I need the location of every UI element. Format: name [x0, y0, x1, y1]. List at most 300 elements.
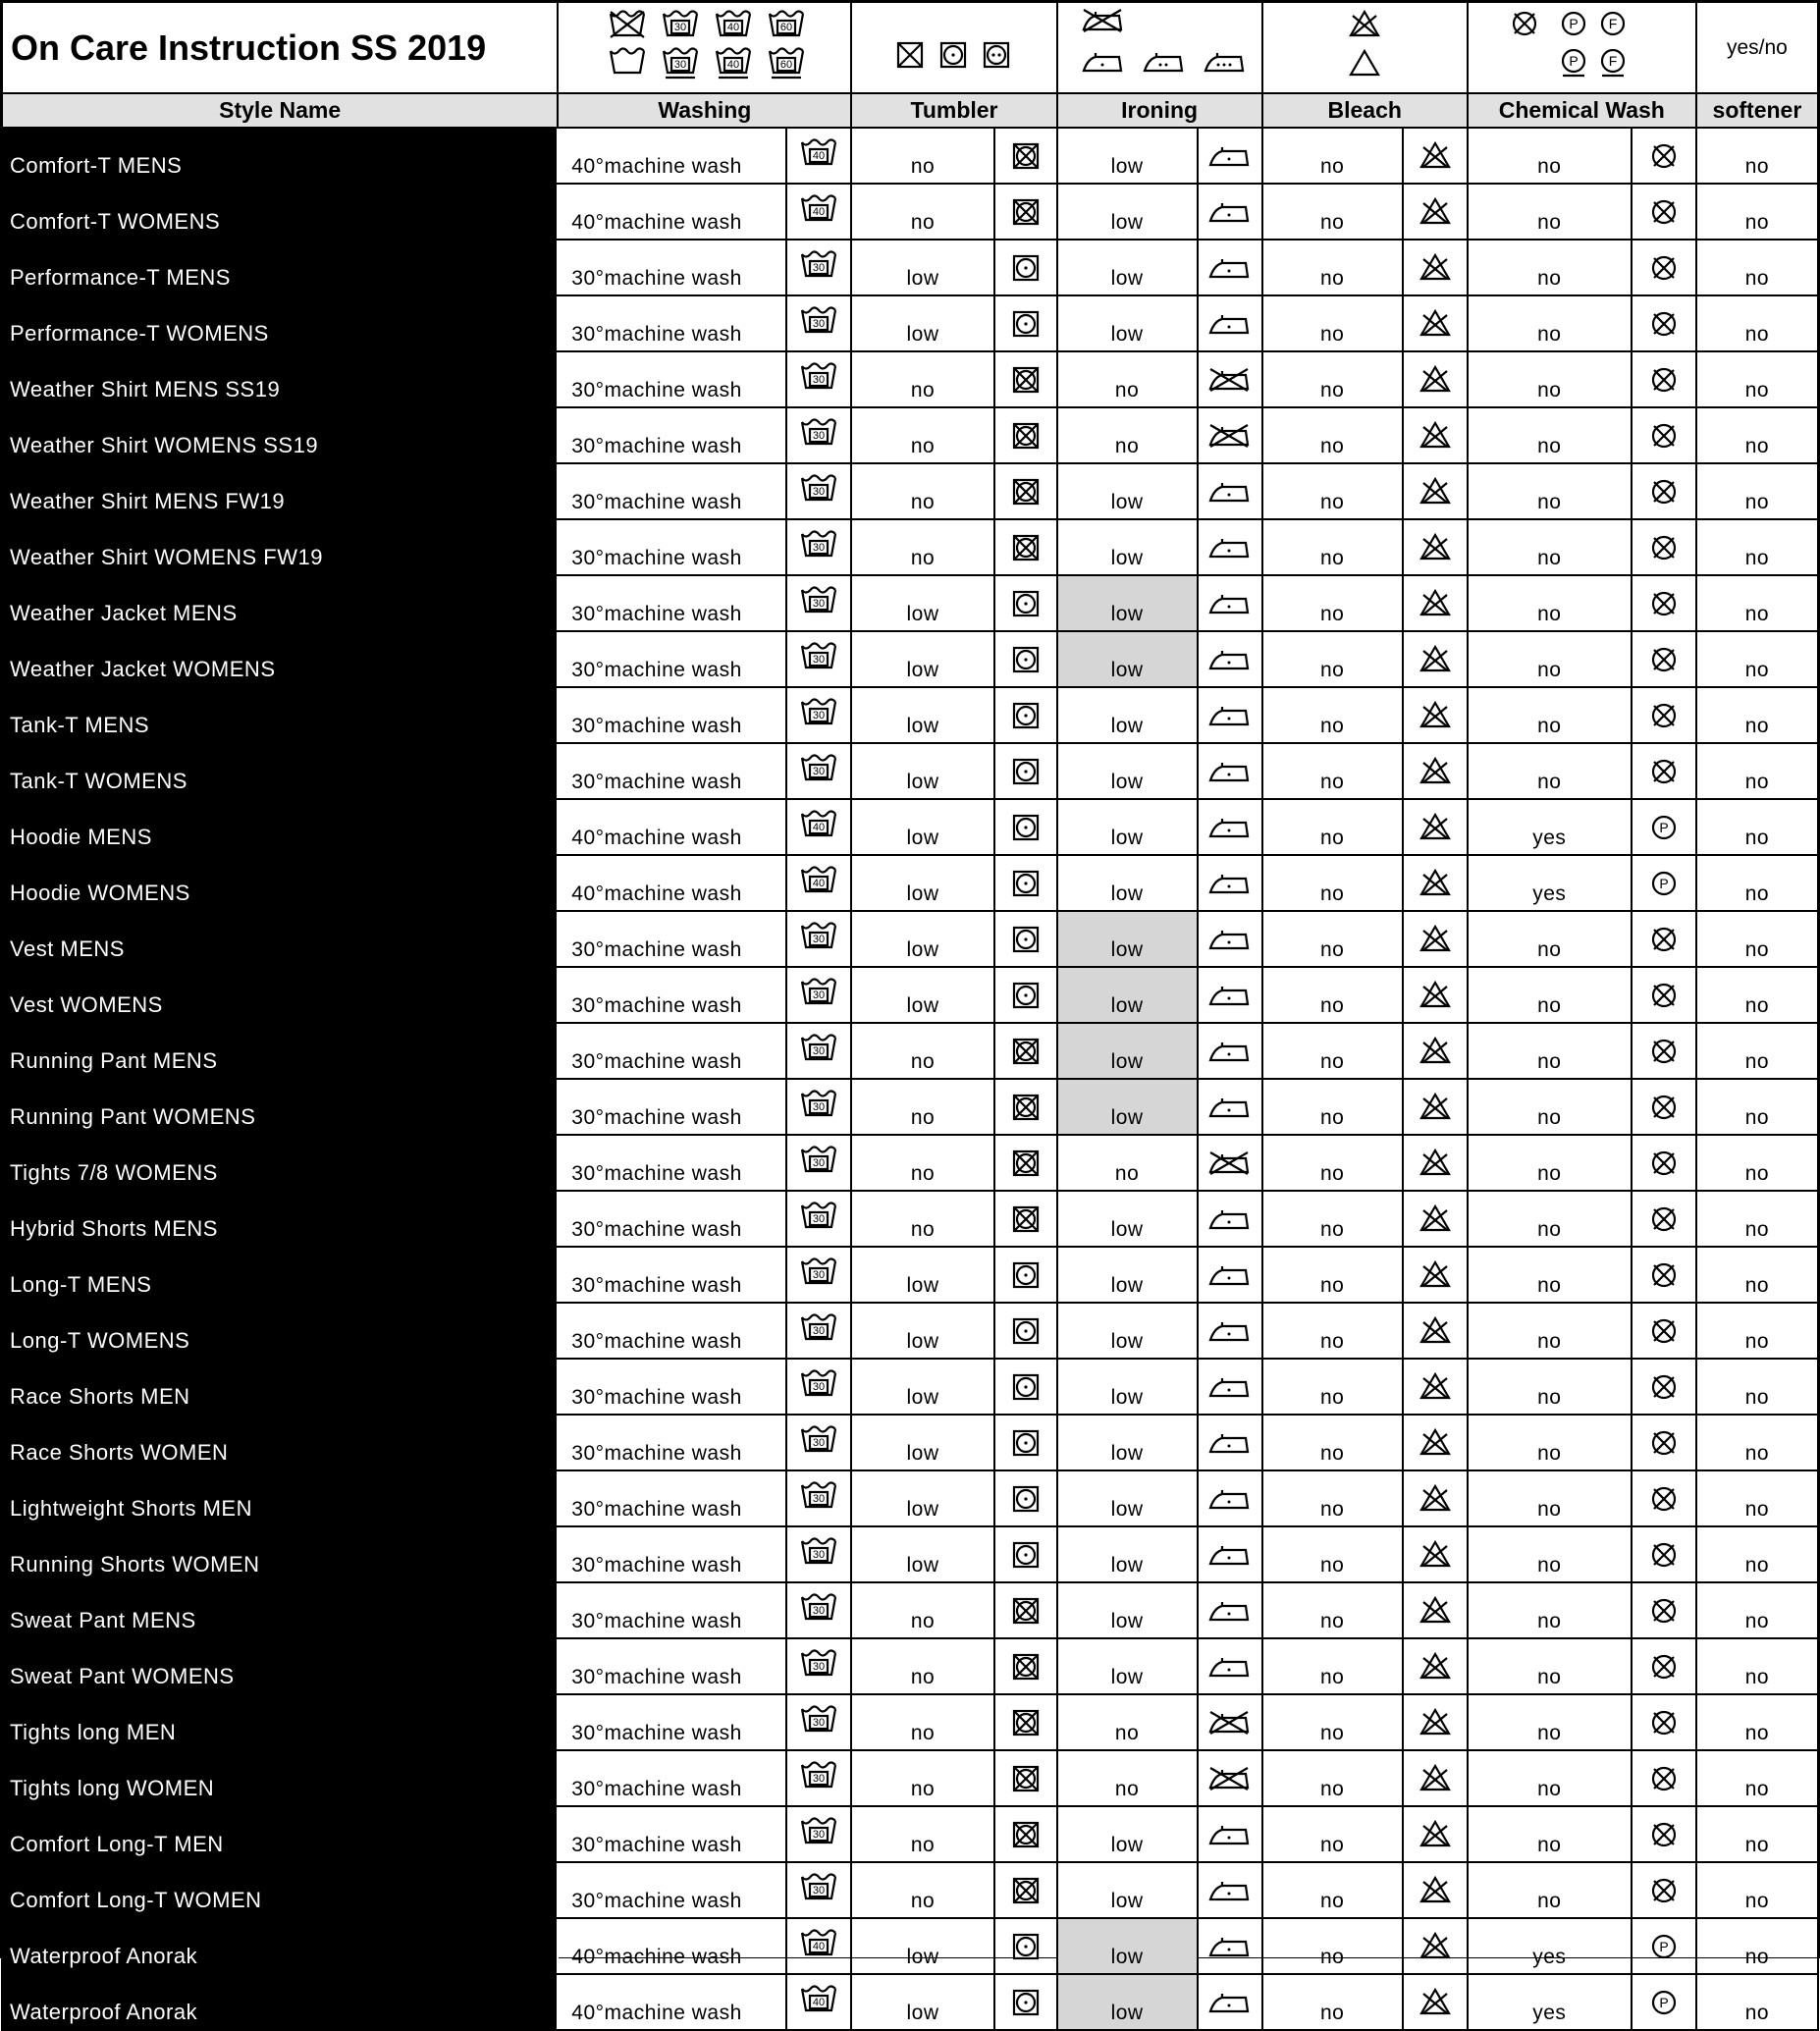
washing-legend-icons: [597, 6, 813, 84]
tumbler-cell: low: [851, 967, 993, 1023]
wash-icon: [786, 128, 851, 184]
tumble-low-icon: [994, 799, 1057, 855]
svg-text:P: P: [1659, 1938, 1669, 1954]
do-not-bleach-icon: [1403, 1135, 1468, 1191]
tumble-low-icon: [994, 1974, 1057, 2030]
chemical-wash-cell: yes: [1468, 1918, 1632, 1974]
dryclean-p-icon: [1632, 1974, 1696, 2030]
table-row: [2, 1303, 1818, 1359]
ironing-cell: low: [1057, 575, 1198, 631]
table-row: [2, 967, 1818, 1023]
do-not-iron-icon: [1205, 419, 1255, 453]
col-washing: Washing: [558, 93, 851, 128]
wash-icon: [786, 1135, 851, 1191]
bleach-cell: no: [1262, 967, 1403, 1023]
style-name-cell: Hoodie WOMENS: [2, 855, 558, 911]
svg-text:30: 30: [813, 1324, 826, 1337]
table-row: [2, 128, 1818, 184]
tumble-low-icon: [994, 967, 1057, 1023]
table-row: [2, 687, 1818, 743]
wash-icon: [797, 752, 840, 791]
softener-cell: no: [1696, 1303, 1818, 1359]
do-not-tumble-icon: [994, 1079, 1057, 1135]
wash-icon: [797, 1367, 840, 1407]
do-not-tumble-icon: [1008, 138, 1044, 174]
do-not-dryclean-icon: [1632, 407, 1696, 463]
style-name-cell: Comfort-T MENS: [2, 128, 558, 184]
wash-icon: [797, 192, 840, 232]
do-not-tumble-icon: [1008, 194, 1044, 230]
do-not-dryclean-icon: [1646, 1313, 1682, 1349]
svg-text:P: P: [1569, 53, 1579, 69]
table-row: [2, 240, 1818, 295]
softener-cell: no: [1696, 1470, 1818, 1526]
do-not-tumble-icon: [1008, 1873, 1044, 1908]
do-not-tumble-icon: [1008, 530, 1044, 565]
do-not-tumble-icon: [994, 1582, 1057, 1638]
svg-text:P: P: [1659, 819, 1669, 835]
wash-icon: [797, 1815, 840, 1854]
tumble-low-icon: [1008, 1929, 1044, 1964]
svg-text:30: 30: [673, 59, 686, 71]
do-not-dryclean-icon: [1646, 754, 1682, 789]
chemical-wash-cell: no: [1468, 128, 1632, 184]
svg-text:30: 30: [813, 1716, 826, 1729]
table-row: [2, 295, 1818, 351]
tumble-low-icon: [994, 1415, 1057, 1470]
ironing-cell: low: [1057, 1806, 1198, 1862]
iron-low-icon: [1205, 1314, 1255, 1348]
style-name-cell: Hybrid Shorts MENS: [2, 1191, 558, 1247]
iron-low-icon: [1198, 799, 1262, 855]
tumbler-cell: low: [851, 1415, 993, 1470]
iron-low-icon: [1198, 911, 1262, 967]
iron-low-icon: [1198, 1470, 1262, 1526]
wash-icon: [786, 1303, 851, 1359]
do-not-dryclean-icon: [1646, 698, 1682, 733]
chemical-wash-cell: no: [1468, 240, 1632, 295]
washing-legend: [558, 2, 851, 93]
washing-cell: 30°machine wash: [558, 1023, 786, 1079]
ironing-cell: low: [1057, 1415, 1198, 1470]
iron-low-icon: [1198, 1247, 1262, 1303]
style-name-cell: Comfort-T WOMENS: [2, 184, 558, 240]
do-not-bleach-icon: [1403, 351, 1468, 407]
do-not-dryclean-icon: [1646, 1761, 1682, 1796]
table-row: [2, 1974, 1818, 2030]
style-name-cell: Long-T WOMENS: [2, 1303, 558, 1359]
do-not-bleach-icon: [1416, 1313, 1455, 1349]
softener-cell: no: [1696, 911, 1818, 967]
do-not-bleach-icon: [1416, 1202, 1455, 1237]
bleach-legend-icons: [1335, 6, 1394, 84]
washing-cell: 30°machine wash: [558, 1135, 786, 1191]
tumbler-cell: no: [851, 1694, 993, 1750]
iron-low-icon: [1205, 1258, 1255, 1292]
wash-icon: [786, 631, 851, 687]
iron-low-icon: [1198, 855, 1262, 911]
ironing-cell: low: [1057, 1862, 1198, 1918]
table-row: [2, 1918, 1818, 1974]
dryclean-p-icon: [1632, 799, 1696, 855]
wash-icon: [786, 295, 851, 351]
do-not-tumble-icon: [1008, 1146, 1044, 1181]
do-not-bleach-icon: [1403, 911, 1468, 967]
col-chemical-wash: Chemical Wash: [1468, 93, 1696, 128]
washing-cell: 30°machine wash: [558, 1694, 786, 1750]
ironing-cell: low: [1057, 184, 1198, 240]
do-not-bleach-icon: [1416, 1090, 1455, 1125]
wash-icon: [797, 1479, 840, 1519]
tumble-low-icon: [994, 1918, 1057, 1974]
do-not-dryclean-icon: [1632, 1470, 1696, 1526]
washing-cell: 40°machine wash: [558, 128, 786, 184]
style-name-cell: Waterproof Anorak: [2, 1974, 558, 2030]
iron-low-icon: [1205, 755, 1255, 788]
table-row: [2, 1359, 1818, 1415]
do-not-dryclean-icon: [1632, 1526, 1696, 1582]
do-not-tumble-icon: [994, 1806, 1057, 1862]
tumble-low-icon: [1008, 1313, 1044, 1349]
ironing-cell: low: [1057, 1974, 1198, 2030]
wash-icon: [797, 1983, 840, 2022]
wash-icon: [786, 519, 851, 575]
tumble-low-icon: [1008, 1369, 1044, 1405]
ironing-cell: low: [1057, 463, 1198, 519]
bleach-cell: no: [1262, 1694, 1403, 1750]
do-not-dryclean-icon: [1632, 1191, 1696, 1247]
do-not-bleach-icon: [1416, 1257, 1455, 1293]
chemical-wash-cell: no: [1468, 184, 1632, 240]
do-not-bleach-icon: [1403, 967, 1468, 1023]
softener-cell: no: [1696, 519, 1818, 575]
tumbler-cell: no: [851, 1191, 993, 1247]
table-row: [2, 1638, 1818, 1694]
washing-cell: 30°machine wash: [558, 295, 786, 351]
iron-low-icon: [1198, 128, 1262, 184]
softener-cell: no: [1696, 1750, 1818, 1806]
do-not-bleach-icon: [1416, 1649, 1455, 1684]
svg-text:30: 30: [813, 1548, 826, 1561]
wash-icon: [786, 1415, 851, 1470]
wash-icon: [797, 136, 840, 176]
tumbler-cell: low: [851, 799, 993, 855]
wash-icon: [797, 1311, 840, 1351]
iron-low-icon: [1198, 1638, 1262, 1694]
svg-text:30: 30: [813, 933, 826, 945]
chemical-wash-cell: no: [1468, 519, 1632, 575]
do-not-bleach-icon: [1416, 1985, 1455, 2020]
ironing-cell: low: [1057, 1918, 1198, 1974]
wash-icon: [797, 416, 840, 455]
ironing-cell: low: [1057, 128, 1198, 184]
svg-text:30: 30: [813, 1772, 826, 1785]
bleach-cell: no: [1262, 463, 1403, 519]
ironing-cell: no: [1057, 1694, 1198, 1750]
washing-cell: 30°machine wash: [558, 631, 786, 687]
do-not-bleach-icon: [1416, 754, 1455, 789]
do-not-dryclean-icon: [1632, 463, 1696, 519]
bleach-cell: no: [1262, 743, 1403, 799]
iron-low-icon: [1198, 184, 1262, 240]
iron-low-icon: [1205, 1650, 1255, 1684]
iron-low-icon: [1205, 475, 1255, 508]
wash-icon: [786, 1862, 851, 1918]
chemical-wash-cell: no: [1468, 407, 1632, 463]
washing-cell: 30°machine wash: [558, 575, 786, 631]
do-not-dryclean-icon: [1646, 1425, 1682, 1461]
chemical-wash-cell: no: [1468, 1303, 1632, 1359]
washing-cell: 30°machine wash: [558, 1862, 786, 1918]
iron-low-icon: [1198, 967, 1262, 1023]
bleach-cell: no: [1262, 855, 1403, 911]
do-not-bleach-icon: [1416, 250, 1455, 286]
do-not-bleach-icon: [1403, 128, 1468, 184]
wash-icon: [786, 351, 851, 407]
washing-cell: 30°machine wash: [558, 1750, 786, 1806]
style-name-cell: Weather Jacket MENS: [2, 575, 558, 631]
table-row: [2, 575, 1818, 631]
style-name-cell: Tights long MEN: [2, 1694, 558, 1750]
tumbler-cell: no: [851, 1079, 993, 1135]
table-row: [2, 1806, 1818, 1862]
tumbler-cell: low: [851, 1303, 993, 1359]
do-not-bleach-icon: [1416, 866, 1455, 901]
chemical-wash-cell: no: [1468, 1023, 1632, 1079]
chemical-wash-cell: no: [1468, 575, 1632, 631]
ironing-cell: low: [1057, 743, 1198, 799]
chemical-legend-icons: [1503, 6, 1660, 84]
svg-text:30: 30: [813, 541, 826, 554]
do-not-bleach-icon: [1416, 1425, 1455, 1461]
table-row: [2, 855, 1818, 911]
chemical-wash-cell: no: [1468, 1750, 1632, 1806]
chemical-wash-cell: yes: [1468, 1974, 1632, 2030]
bleach-cell: no: [1262, 799, 1403, 855]
do-not-bleach-icon: [1403, 1638, 1468, 1694]
wash-icon: [797, 1759, 840, 1798]
bleach-cell: no: [1262, 519, 1403, 575]
tumble-low-icon: [994, 687, 1057, 743]
tumble-low-icon: [1008, 250, 1044, 286]
table-row: [2, 1750, 1818, 1806]
bleach-cell: no: [1262, 1023, 1403, 1079]
softener-cell: no: [1696, 1694, 1818, 1750]
col-tumbler: Tumbler: [851, 93, 1056, 128]
tumbler-cell: low: [851, 295, 993, 351]
iron-low-icon: [1198, 1415, 1262, 1470]
washing-cell: 30°machine wash: [558, 351, 786, 407]
col-bleach: Bleach: [1262, 93, 1468, 128]
iron-low-icon: [1205, 1426, 1255, 1460]
dryclean-p-icon: [1632, 1918, 1696, 1974]
tumble-low-icon: [1008, 1537, 1044, 1573]
wash-icon: [786, 743, 851, 799]
iron-low-icon: [1205, 1091, 1255, 1124]
iron-low-icon: [1205, 1930, 1255, 1963]
bleach-cell: no: [1262, 407, 1403, 463]
bleach-cell: no: [1262, 1918, 1403, 1974]
wash-icon: [786, 1694, 851, 1750]
do-not-dryclean-icon: [1632, 1806, 1696, 1862]
iron-low-icon: [1205, 307, 1255, 341]
do-not-bleach-icon: [1416, 586, 1455, 621]
do-not-dryclean-icon: [1646, 1202, 1682, 1237]
do-not-tumble-icon: [1008, 1593, 1044, 1629]
do-not-tumble-icon: [994, 1638, 1057, 1694]
do-not-dryclean-icon: [1632, 1694, 1696, 1750]
tumbler-cell: no: [851, 407, 993, 463]
do-not-bleach-icon: [1416, 1761, 1455, 1796]
do-not-dryclean-icon: [1646, 1537, 1682, 1573]
iron-low-icon: [1198, 1023, 1262, 1079]
washing-cell: 30°machine wash: [558, 1303, 786, 1359]
style-name-cell: Tank-T MENS: [2, 687, 558, 743]
wash-icon: [797, 1703, 840, 1742]
do-not-bleach-icon: [1403, 743, 1468, 799]
chemical-wash-cell: no: [1468, 1694, 1632, 1750]
wash-icon: [797, 976, 840, 1015]
svg-text:30: 30: [813, 485, 826, 498]
dryclean-p-icon: [1646, 866, 1682, 901]
washing-cell: 30°machine wash: [558, 1191, 786, 1247]
svg-text:30: 30: [813, 1884, 826, 1897]
do-not-tumble-icon: [994, 184, 1057, 240]
table-row: [2, 463, 1818, 519]
wash-icon: [786, 1470, 851, 1526]
dryclean-p-icon: [1632, 855, 1696, 911]
iron-low-icon: [1198, 687, 1262, 743]
chemical-wash-cell: no: [1468, 1247, 1632, 1303]
bleach-cell: no: [1262, 1303, 1403, 1359]
svg-text:30: 30: [813, 1156, 826, 1169]
wash-icon: [797, 1927, 840, 1966]
iron-low-icon: [1205, 979, 1255, 1012]
do-not-dryclean-icon: [1646, 978, 1682, 1013]
svg-text:30: 30: [813, 1436, 826, 1449]
tumbler-cell: no: [851, 463, 993, 519]
do-not-tumble-icon: [1008, 1202, 1044, 1237]
iron-low-icon: [1205, 1986, 1255, 2019]
chemical-legend: [1468, 2, 1696, 93]
svg-text:30: 30: [813, 1212, 826, 1225]
do-not-dryclean-icon: [1632, 1247, 1696, 1303]
bleach-cell: no: [1262, 911, 1403, 967]
do-not-bleach-icon: [1416, 698, 1455, 733]
svg-text:F: F: [1609, 53, 1618, 69]
do-not-dryclean-icon: [1646, 530, 1682, 565]
do-not-bleach-icon: [1403, 855, 1468, 911]
chemical-wash-cell: no: [1468, 1191, 1632, 1247]
table-row: [2, 1135, 1818, 1191]
wash-icon: [797, 1591, 840, 1630]
tumbler-cell: no: [851, 1750, 993, 1806]
do-not-dryclean-icon: [1632, 295, 1696, 351]
tumbler-cell: low: [851, 240, 993, 295]
wash-icon: [797, 1423, 840, 1463]
wash-icon: [786, 184, 851, 240]
tumble-low-icon: [1008, 754, 1044, 789]
tumble-low-icon: [994, 1526, 1057, 1582]
do-not-dryclean-icon: [1646, 306, 1682, 342]
iron-low-icon: [1205, 251, 1255, 285]
tumbler-cell: low: [851, 1247, 993, 1303]
do-not-bleach-icon: [1416, 922, 1455, 957]
svg-text:30: 30: [813, 1660, 826, 1673]
table-row: [2, 351, 1818, 407]
style-name-cell: Hoodie MENS: [2, 799, 558, 855]
wash-icon: [797, 1256, 840, 1295]
do-not-tumble-icon: [994, 1750, 1057, 1806]
do-not-bleach-icon: [1403, 1303, 1468, 1359]
bleach-cell: no: [1262, 128, 1403, 184]
do-not-bleach-icon: [1403, 184, 1468, 240]
do-not-dryclean-icon: [1632, 128, 1696, 184]
iron-low-icon: [1205, 1035, 1255, 1068]
washing-cell: 30°machine wash: [558, 1079, 786, 1135]
do-not-iron-icon: [1198, 407, 1262, 463]
tumbler-cell: low: [851, 631, 993, 687]
do-not-bleach-icon: [1416, 1817, 1455, 1852]
style-name-cell: Vest WOMENS: [2, 967, 558, 1023]
style-name-cell: Running Pant MENS: [2, 1023, 558, 1079]
svg-text:30: 30: [813, 653, 826, 666]
softener-cell: no: [1696, 855, 1818, 911]
softener-cell: no: [1696, 1806, 1818, 1862]
washing-cell: 30°machine wash: [558, 1247, 786, 1303]
do-not-bleach-icon: [1403, 631, 1468, 687]
wash-icon: [786, 463, 851, 519]
svg-text:40: 40: [726, 59, 739, 71]
do-not-dryclean-icon: [1632, 1415, 1696, 1470]
iron-low-icon: [1205, 867, 1255, 900]
table-row: [2, 743, 1818, 799]
svg-text:30: 30: [813, 261, 826, 274]
do-not-dryclean-icon: [1632, 519, 1696, 575]
do-not-iron-icon: [1198, 1750, 1262, 1806]
washing-cell: 40°machine wash: [558, 799, 786, 855]
do-not-bleach-icon: [1416, 194, 1455, 230]
tumbler-cell: low: [851, 855, 993, 911]
style-name-cell: Weather Shirt MENS SS19: [2, 351, 558, 407]
do-not-bleach-icon: [1403, 295, 1468, 351]
svg-text:30: 30: [813, 1100, 826, 1113]
tumble-low-icon: [1008, 1985, 1044, 2020]
tumbler-cell: low: [851, 1359, 993, 1415]
page-title: On Care Instruction SS 2019: [2, 2, 558, 93]
col-softener: softener: [1696, 93, 1818, 128]
do-not-dryclean-icon: [1646, 362, 1682, 398]
ironing-cell: low: [1057, 1359, 1198, 1415]
washing-cell: 30°machine wash: [558, 1359, 786, 1415]
bleach-cell: no: [1262, 1079, 1403, 1135]
do-not-iron-icon: [1198, 351, 1262, 407]
iron-low-icon: [1198, 1359, 1262, 1415]
tumbler-cell: no: [851, 1862, 993, 1918]
wash-icon: [786, 407, 851, 463]
svg-text:60: 60: [779, 59, 792, 71]
bleach-legend: [1262, 2, 1468, 93]
washing-cell: 30°machine wash: [558, 407, 786, 463]
do-not-dryclean-icon: [1632, 1135, 1696, 1191]
wash-icon: [786, 1191, 851, 1247]
chemical-wash-cell: no: [1468, 463, 1632, 519]
tumbler-cell: low: [851, 1918, 993, 1974]
do-not-dryclean-icon: [1646, 250, 1682, 286]
ironing-cell: low: [1057, 240, 1198, 295]
style-name-cell: Tights long WOMEN: [2, 1750, 558, 1806]
iron-low-icon: [1205, 587, 1255, 620]
